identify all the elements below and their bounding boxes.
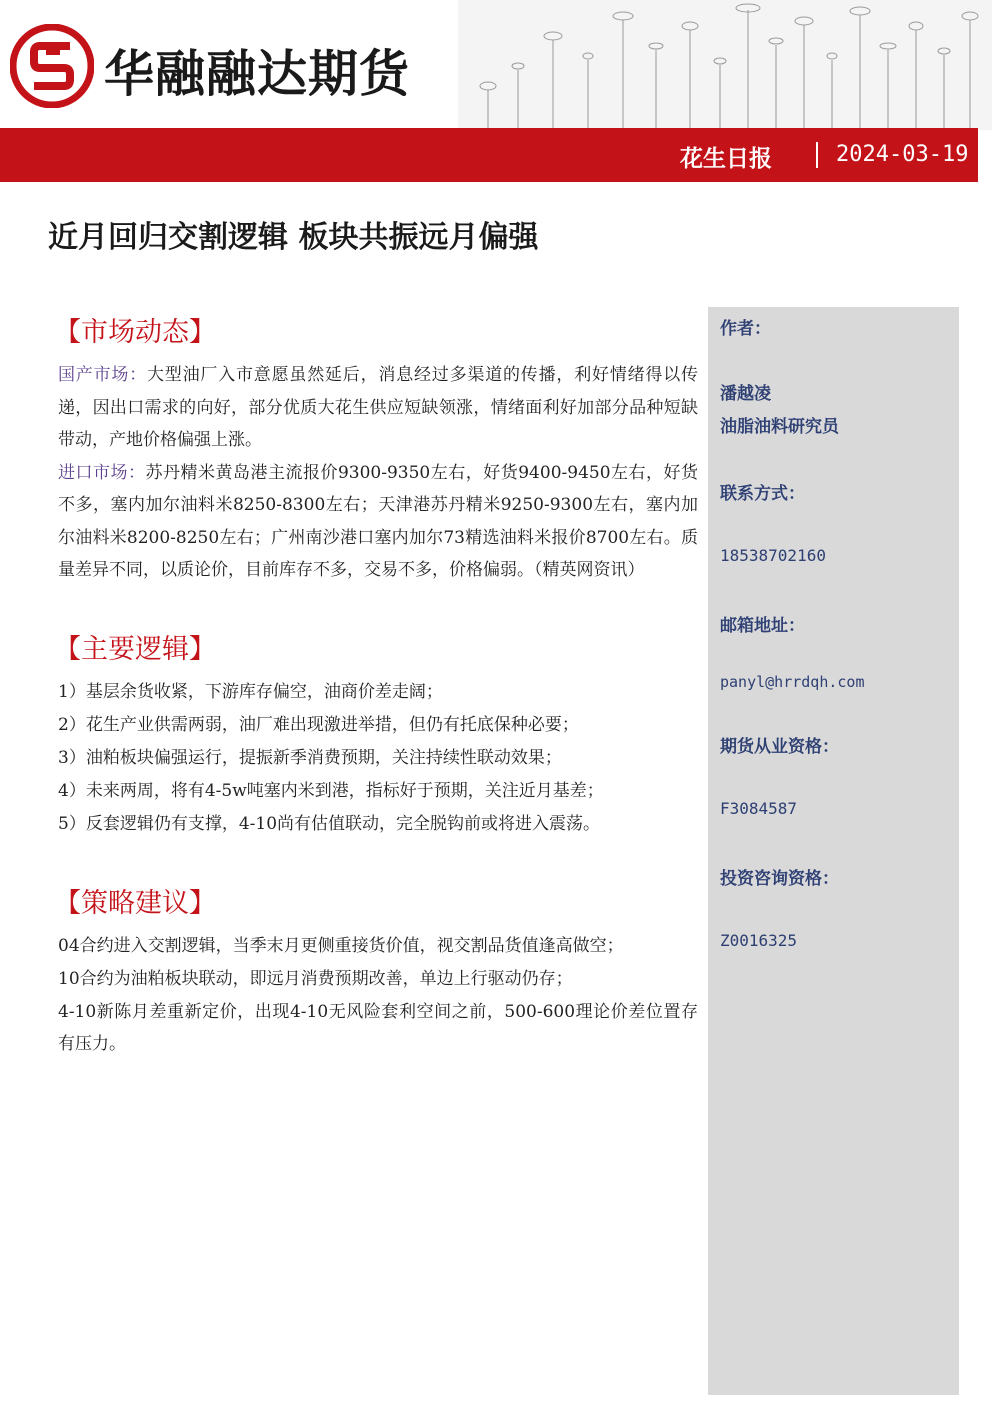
report-body [54, 310, 699, 1061]
list-item: 4）未来两周，将有4-5w吨塞内米到港，指标好于预期，关注近月基差； [58, 780, 604, 801]
futures-qualification-label: 期货从业资格： [720, 737, 839, 757]
list-item: 3）油粕板块偏强运行，提振新季消费预期，关注持续性联动效果； [58, 747, 562, 768]
futures-qualification-value: F3084587 [720, 799, 798, 818]
email-value: panyl@hrrdqh.com [720, 673, 865, 691]
import-paragraph [58, 457, 698, 587]
section-strategy [54, 881, 698, 1061]
contact-label: 联系方式： [720, 484, 805, 504]
domestic-paragraph [58, 359, 698, 457]
report-banner [0, 128, 978, 182]
import-lead: 进口市场： [58, 462, 146, 483]
brand-name: 华融融达期货 [104, 45, 410, 103]
list-item: 4-10新陈月差重新定价，出现4-10无风险套利空间之前，500-600理论价差位置存有压力。 [58, 1001, 698, 1054]
domestic-text: 大型油厂入市意愿虽然延后，消息经过多渠道的传播，利好情绪得以传递，因出口需求的向好，部分优质大花生供应短缺领涨，情绪面利好加部分品种短缺带动，产地价格偏强上涨。 [58, 365, 698, 450]
section-heading: 【策略建议】 [54, 887, 216, 919]
author-role: 油脂油料研究员 [720, 417, 839, 437]
email-label: 邮箱地址： [720, 616, 805, 636]
report-header [0, 0, 992, 130]
contact-value: 18538702160 [720, 546, 826, 565]
list-item: 5）反套逻辑仍有支撑，4-10尚有估值联动，完全脱钩前或将进入震荡。 [58, 813, 601, 834]
header-decoration [458, 0, 992, 130]
report-title: 近月回归交割逻辑 板块共振远月偏强 [48, 220, 539, 255]
import-text: 苏丹精米黄岛港主流报价9300-9350左右，好货9400-9450左右，好货不多，塞内加尔油料米8250-8300左右；天津港苏丹精米9250-9300左右，塞内加尔油料米8200-8250左右；广州南沙港口塞内加尔73精选油料米报价8700左右。质量差异不同，以质论价，目前库存不多，交易不多，价格偏弱。（精英网资讯） [58, 462, 699, 580]
section-market [54, 310, 699, 587]
author-name: 潘越凌 [720, 384, 771, 404]
list-item: 2）花生产业供需两弱，油厂难出现激进举措，但仍有托底保种必要； [58, 714, 579, 735]
section-heading: 【主要逻辑】 [54, 633, 216, 665]
section-heading: 【市场动态】 [54, 317, 216, 348]
list-item: 10合约为油粕板块联动，即远月消费预期改善，单边上行驱动仍存； [58, 968, 573, 989]
advisory-qualification-label: 投资咨询资格： [720, 869, 839, 889]
banner-divider [816, 142, 818, 168]
company-logo-icon [10, 24, 94, 108]
section-logic [54, 627, 698, 841]
author-label: 作者： [720, 319, 771, 339]
list-item: 1）基层余货收紧，下游库存偏空，油商价差走阔； [58, 681, 443, 702]
report-type: 花生日报 [680, 146, 772, 172]
domestic-lead: 国产市场： [58, 365, 147, 385]
advisory-qualification-value: Z0016325 [720, 931, 798, 950]
report-date: 2024-03-19 [836, 142, 969, 167]
author-sidebar [708, 307, 959, 1395]
list-item: 04合约进入交割逻辑，当季末月更侧重接货价值，视交割品货值逢高做空； [58, 935, 624, 956]
